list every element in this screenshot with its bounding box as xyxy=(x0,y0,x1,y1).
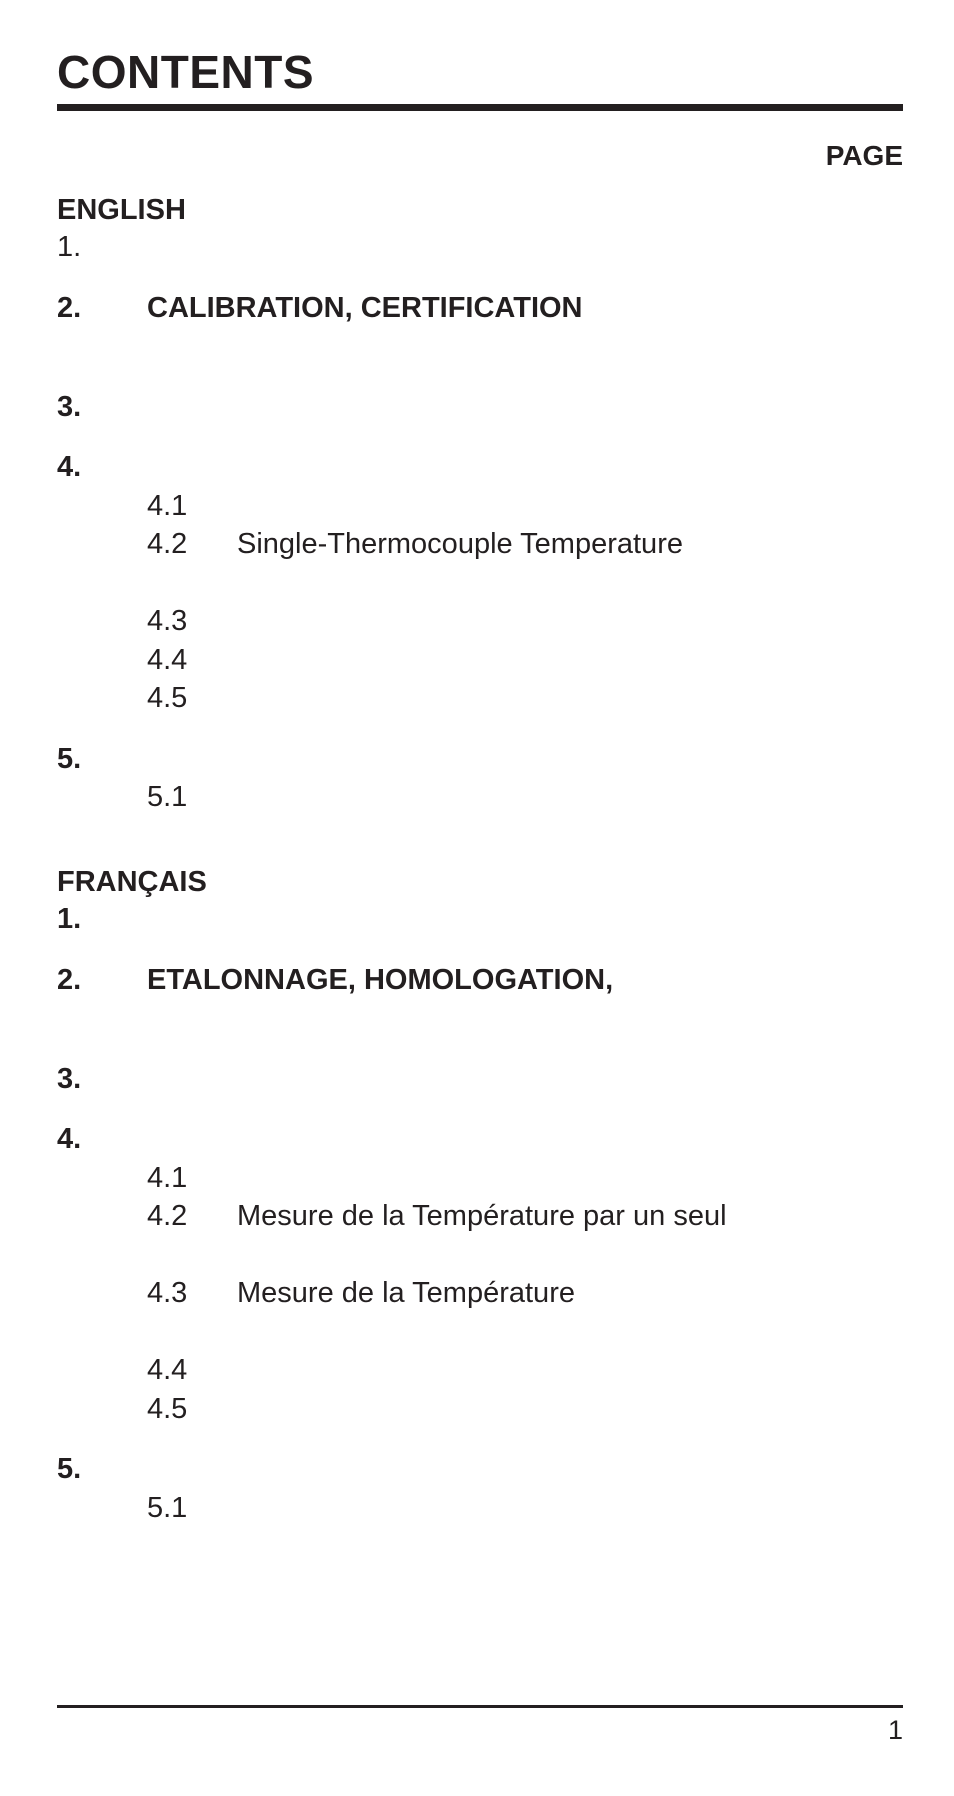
toc-subentry xyxy=(57,1313,903,1351)
subentry-number: 4.2 xyxy=(147,528,188,560)
subentry-label: Mesure de la Température xyxy=(237,1277,575,1309)
toc-subentry xyxy=(57,1351,903,1389)
toc-entry xyxy=(57,327,903,365)
subentry-number: 4.4 xyxy=(147,1354,188,1386)
entry-title xyxy=(147,289,903,327)
entry-label: CALIBRATION, CERTIFICATION xyxy=(147,291,583,324)
toc-subentry xyxy=(57,641,903,679)
toc-subentry xyxy=(57,778,903,816)
toc-entry xyxy=(57,1120,903,1158)
subentry-number: 4.2 xyxy=(147,1200,188,1232)
subentry-number: 4.3 xyxy=(147,605,188,637)
toc-entry xyxy=(57,999,903,1037)
entry-title xyxy=(147,961,903,999)
toc-entry xyxy=(57,388,903,426)
toc-subentry xyxy=(57,1159,903,1197)
page-number: 1 xyxy=(887,1715,903,1745)
toc-subentry xyxy=(57,1236,903,1274)
subentry-number: 4.1 xyxy=(147,1161,188,1194)
entry-number: 5. xyxy=(57,742,82,775)
title-rule xyxy=(57,104,903,111)
toc-subentry xyxy=(57,1274,903,1312)
subentry-title xyxy=(237,1197,903,1235)
subentry-number: 4.3 xyxy=(147,1277,188,1309)
page-title: CONTENTS xyxy=(57,46,314,98)
contents-page xyxy=(57,0,903,1796)
section-language-heading: ENGLISH xyxy=(57,194,186,226)
entry-number: 4. xyxy=(57,451,82,483)
footer-rule xyxy=(57,1705,903,1708)
toc-subentry xyxy=(57,1197,903,1235)
entry-number: 3. xyxy=(57,390,82,423)
toc-subentry xyxy=(57,1489,903,1527)
subentry-number: 5.1 xyxy=(147,1491,188,1524)
toc-subentry xyxy=(57,679,903,717)
entry-number: 1. xyxy=(57,231,82,263)
toc-subentry xyxy=(57,602,903,640)
toc-subentry xyxy=(57,1390,903,1428)
toc-entry xyxy=(57,961,903,999)
toc-entry xyxy=(57,228,903,266)
entry-number: 2. xyxy=(57,291,82,324)
subentry-title xyxy=(237,525,903,563)
section-language-heading: FRANÇAIS xyxy=(57,866,207,898)
toc-subentry xyxy=(57,525,903,563)
toc-entry xyxy=(57,289,903,327)
toc-entry xyxy=(57,740,903,778)
subentry-number: 5.1 xyxy=(147,781,188,813)
entry-number: 2. xyxy=(57,963,82,996)
entry-number: 4. xyxy=(57,1123,82,1155)
subentry-title xyxy=(237,1274,903,1312)
subentry-number: 4.4 xyxy=(147,643,188,676)
subentry-number: 4.1 xyxy=(147,489,188,522)
entry-number: 5. xyxy=(57,1453,82,1485)
subentry-label: Single-Thermocouple Temperature xyxy=(237,528,683,560)
toc-subentry xyxy=(57,564,903,602)
toc-entry xyxy=(57,900,903,938)
toc-entry xyxy=(57,448,903,486)
entry-number: 1. xyxy=(57,903,82,935)
toc-entry xyxy=(57,1060,903,1098)
entry-number: 3. xyxy=(57,1062,82,1095)
subentry-number: 4.5 xyxy=(147,682,188,714)
toc-subentry xyxy=(57,487,903,525)
toc-entry xyxy=(57,1450,903,1488)
subentry-label: Mesure de la Température par un seul xyxy=(237,1200,727,1232)
page-column-header: PAGE xyxy=(825,140,903,171)
entry-label: ETALONNAGE, HOMOLOGATION, xyxy=(147,963,614,996)
subentry-number: 4.5 xyxy=(147,1392,188,1425)
